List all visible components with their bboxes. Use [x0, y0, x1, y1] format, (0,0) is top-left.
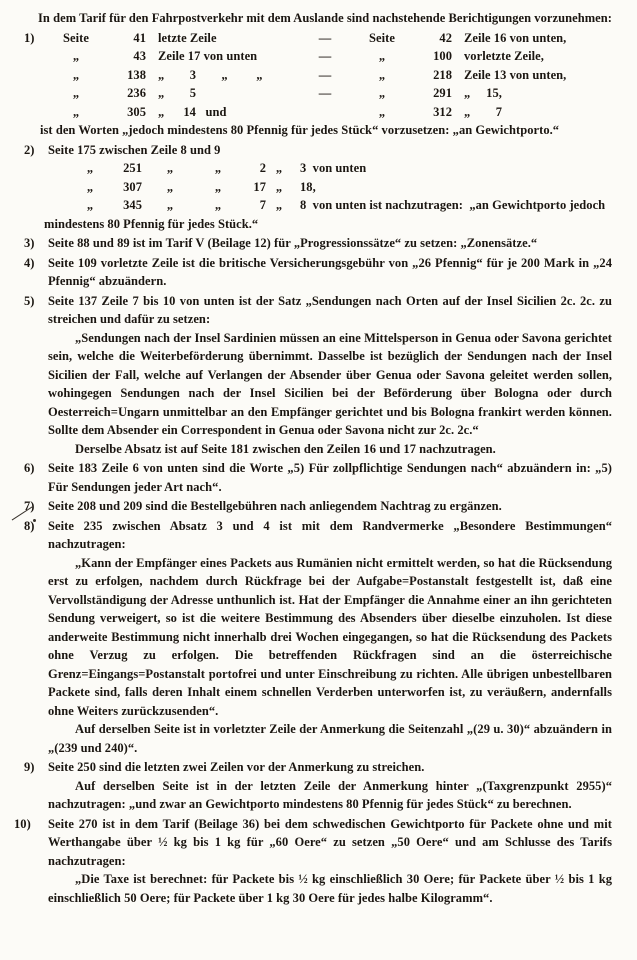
ditto-mark: „ — [214, 161, 222, 175]
page-number: 138 — [127, 67, 146, 82]
table-row — [48, 103, 612, 122]
line-ref: 8 von unten ist nachzutragen: „an Gewichtporto jedoch — [300, 198, 606, 212]
item-number: 4) — [24, 255, 35, 270]
line-number: 17 — [253, 179, 266, 194]
dash-separator: — — [318, 86, 332, 100]
line-ref: „ 15, — [464, 86, 502, 100]
item-closing-text: mindestens 80 Pfennig für jedes Stück.“ — [44, 216, 259, 231]
item-closing-text: ist den Worten „jedoch mindestens 80 Pfennig für jedes Stück“ vorzusetzen: „an Gewichtporto.“ — [40, 123, 560, 137]
ditto-mark: „ — [166, 198, 174, 212]
item-number: 10) — [14, 816, 31, 831]
correction-item-8 — [24, 517, 612, 758]
page-number: 218 — [433, 67, 452, 82]
page-number: 100 — [433, 49, 452, 63]
ditto-mark: „ — [214, 198, 222, 212]
line-number: 2 — [259, 161, 266, 175]
page-number: 345 — [123, 198, 142, 212]
page-label: Seite — [63, 30, 89, 45]
ditto-mark: „ — [86, 161, 94, 175]
page-number: 305 — [127, 104, 146, 119]
item-number: 3) — [24, 236, 35, 250]
item-lead-text: Seite 175 zwischen Zeile 8 und 9 — [48, 142, 221, 157]
correction-item-3 — [24, 234, 612, 253]
page-number: 307 — [123, 179, 142, 194]
page-line-table — [48, 159, 612, 215]
item-number: 1) — [24, 30, 35, 45]
ditto-mark: „ — [86, 179, 94, 194]
table-row — [48, 66, 612, 85]
item-text: Seite 250 sind die letzten zwei Zeilen vor der Anmerkung zu streichen. — [48, 760, 425, 774]
correction-item-9 — [24, 758, 612, 814]
ditto-mark: „ — [72, 67, 80, 82]
line-number: 7 — [259, 198, 266, 212]
dash-separator: — — [318, 49, 332, 63]
table-row — [48, 29, 612, 48]
correction-item-2 — [24, 141, 612, 234]
page-number: 291 — [433, 86, 452, 100]
correction-item-7 — [24, 497, 612, 516]
correction-item-5 — [24, 292, 612, 459]
ditto-mark: „ — [378, 49, 386, 63]
item-text: Seite 183 Zeile 6 von unten sind die Worte „5) Für zollpflichtige Sendungen nach“ abzuändern in: „5) Für Sendungen jeder Art nach“. — [48, 461, 612, 494]
dash-separator: — — [318, 67, 332, 82]
page-label: Seite — [369, 30, 395, 45]
line-ref: 18, — [300, 179, 316, 194]
item-lead-text: Seite 137 Zeile 7 bis 10 von unten ist der Satz „Sendungen nach Orten auf der Insel Sicilien 2c. 2c. zu streichen und dafür zu setzen: — [48, 293, 612, 326]
ditto-mark: „ — [72, 86, 80, 100]
ditto-mark: „ — [275, 198, 283, 212]
dash-separator: — — [318, 30, 332, 45]
ditto-mark: „ — [166, 179, 174, 194]
page-number: 312 — [433, 104, 452, 119]
correction-item-10 — [14, 815, 612, 908]
line-ref: letzte Zeile — [158, 30, 217, 45]
correction-item-1 — [24, 29, 612, 140]
line-ref: „ 14 und — [158, 104, 227, 119]
ditto-mark: „ — [378, 67, 386, 82]
item-number: 5) — [24, 293, 35, 308]
ditto-mark: „ — [166, 161, 174, 175]
page-number: 43 — [133, 49, 146, 63]
line-ref: Zeile 17 von unten — [158, 49, 258, 63]
item-number: 8) — [24, 518, 35, 533]
line-ref: „ 3 „ „ — [158, 67, 263, 82]
line-ref: vorletzte Zeile, — [464, 49, 544, 63]
item-text: Seite 88 und 89 ist im Tarif V (Beilage 12) für „Progressionssätze“ zu setzen: „Zonensätze.“ — [48, 236, 538, 250]
ditto-mark: „ — [214, 179, 222, 194]
line-ref: Zeile 16 von unten, — [464, 30, 567, 45]
table-row — [48, 47, 612, 66]
table-row — [48, 178, 612, 197]
page-number: 42 — [439, 30, 452, 45]
correction-item-4 — [24, 254, 612, 291]
line-ref: 3 von unten — [300, 161, 367, 175]
quoted-replacement-text: „Kann der Empfänger eines Packets aus Rumänien nicht ermittelt werden, so hat die Rücksendung erst zu erfolgen, nachdem durch Rückfrage bei der Aufgabe=Postanstalt festgestellt ist, daß eine Vervollständigung der Adresse unthunlich ist. Hat der Empfänger die Annahme einer an ihn gerichteten Sendung verweigert, so ist die weitere Bestimmung des Absenders über dieselbe einzuholen. Ist diese anderweite Bestimmung nicht innerhalb drei Wochen eingegangen, so hat die Rücksendung des Packets ohne Verzug zu erfolgen. Die betreffenden Rückfragen sind an die österreichische Grenz=Eingangs=Postanstalt portofrei und unter Einschreibung zu richten. Alle übrigen unbestellbaren Packete sind, falls deren Inhalt einem schnellen Verderben unterworfen ist, zu veräußern, andernfalls ohne Weiters zurückzusenden“. — [48, 555, 612, 718]
correction-item-6 — [24, 459, 612, 496]
ditto-mark: „ — [378, 86, 386, 100]
ditto-mark: „ — [275, 161, 283, 175]
ditto-mark: „ — [72, 49, 80, 63]
item-number: 9) — [24, 760, 35, 774]
page-number: 236 — [127, 86, 146, 100]
line-ref: „ 5 — [158, 86, 196, 100]
ditto-mark: „ — [378, 104, 386, 119]
item-number: 7) — [24, 499, 35, 513]
table-row — [48, 84, 612, 103]
intro-line: In dem Tarif für den Fahrpostverkehr mit dem Auslande sind nachstehende Berichtigungen vorzunehmen: — [38, 11, 612, 25]
page-number: 41 — [133, 30, 146, 45]
ditto-mark: „ — [275, 179, 283, 194]
item-number: 6) — [24, 461, 35, 475]
line-ref: „ 7 — [464, 104, 502, 119]
quoted-replacement-text: „Die Taxe ist berechnet: für Packete bis ½ kg einschließlich 30 Oere; für Packete über ½ bis 1 kg einschließlich 50 Oere; für Packete über 1 kg 30 Oere für jedes halbe Kilogramm“. — [48, 872, 612, 905]
quoted-replacement-text: „Sendungen nach der Insel Sardinien müssen an eine Mittelsperson in Genua oder Savona gerichtet sein, welche die Weiterbeförderung übernimmt. Dasselbe ist bezüglich der Sendungen nach der Insel Sicilien der Fall, welche auf Verlangen der Absender über Genua oder Savona geleitet werden sollen, wohingegen Sendungen nach der Insel Sicilien bei der Beförderung über Bologna oder durch Oesterreich=Ungarn unmittelbar an den Empfänger gerichtet und bis Bologna frankirt werden können. Sollte dem Absender ein Correspondent in Genua oder Savona nicht zur 2c. 2c.“ — [48, 330, 612, 437]
item-lead-text: Seite 270 ist in dem Tarif (Beilage 36) bei dem schwedischen Gewichtporto für Packete ohne und mit Werthangabe über ½ kg bis 1 kg für „60 Oere“ zu setzen „50 Oere“ und am Schlusse des Tarifs nachzutragen: — [48, 816, 612, 868]
page-line-table — [48, 29, 612, 122]
item-number: 2) — [24, 142, 35, 157]
dash-separator — [296, 103, 354, 122]
item-text: Seite 208 und 209 sind die Bestellgebühren nach anliegendem Nachtrag zu ergänzen. — [48, 499, 502, 513]
ditto-mark: „ — [72, 104, 80, 119]
item-followup-text: Auf derselben Seite ist in vorletzter Zeile der Anmerkung die Seitenzahl „(29 u. 30)“ abzuändern in „(239 und 240)“. — [48, 722, 612, 755]
item-lead-text: Seite 235 zwischen Absatz 3 und 4 ist mit dem Randvermerke „Besondere Bestimmungen“ nachzutragen: — [48, 518, 612, 551]
page-number: 251 — [123, 161, 142, 175]
item-followup-text: Auf derselben Seite ist in der letzten Zeile der Anmerkung hinter „(Taxgrenzpunkt 2955)“ nachzutragen: „und zwar an Gewichtporto mindestens 80 Pfennig für jedes Stück“ zu berechnen. — [48, 778, 612, 811]
item-text: Seite 109 vorletzte Zeile ist die britische Versicherungsgebühr von „26 Pfennig“ für je 200 Mark in „24 Pfennig“ abzuändern. — [48, 255, 612, 288]
ditto-mark: „ — [86, 198, 94, 212]
line-ref: Zeile 13 von unten, — [464, 67, 567, 82]
item-followup-text: Derselbe Absatz ist auf Seite 181 zwischen den Zeilen 16 und 17 nachzutragen. — [75, 441, 496, 456]
table-row — [48, 196, 612, 215]
table-row — [48, 159, 612, 178]
